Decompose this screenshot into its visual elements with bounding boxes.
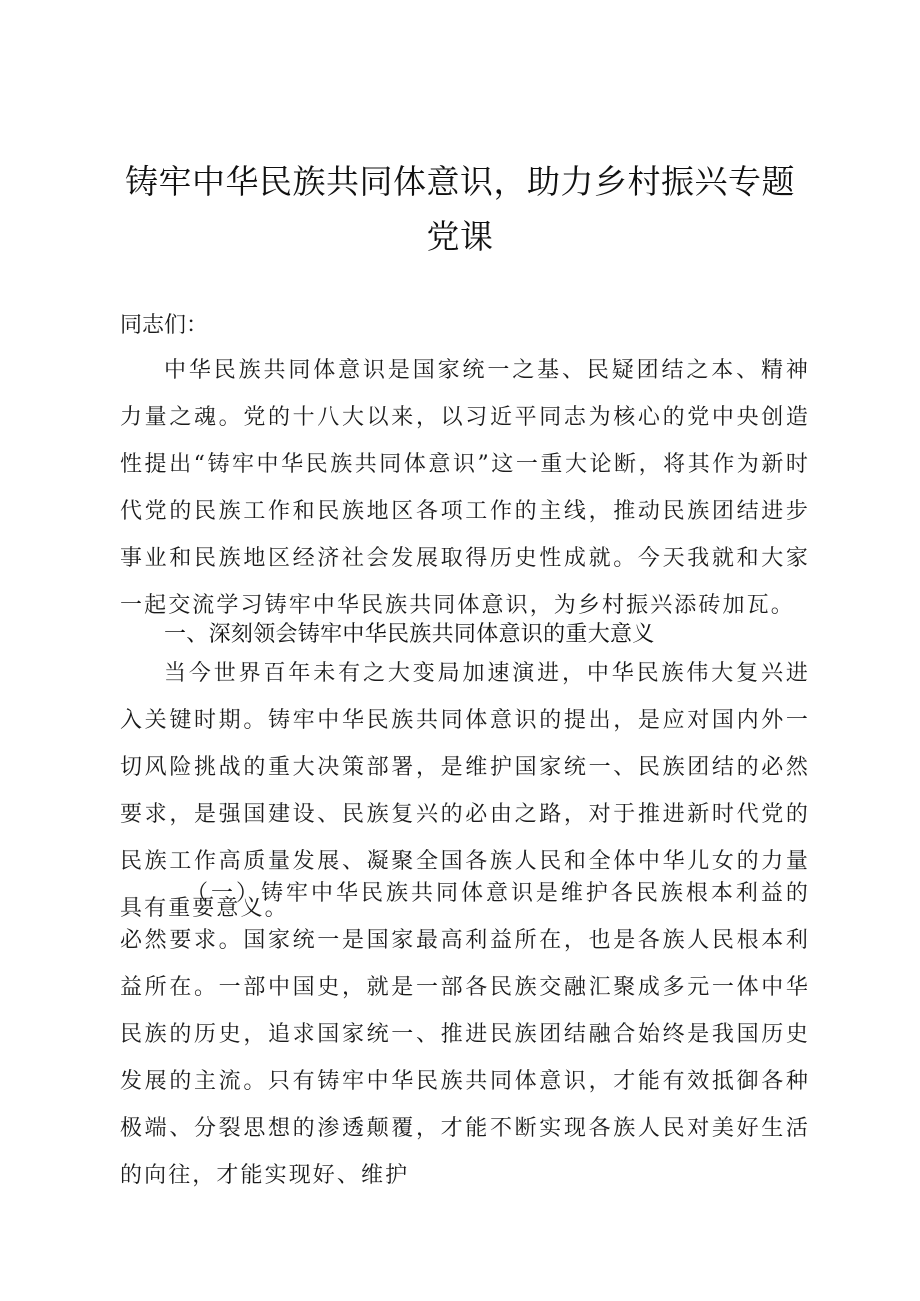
salutation: 同志们： [120, 313, 209, 338]
paragraph-subsection-1: （一）铸牢中华民族共同体意识是维护各民族根本利益的必然要求。国家统一是国家最高利益所在，也是各族人民根本利益所在。一部中国史，就是一部各民族交融汇聚成多元一体中华民族的历史，追求国家统一、推进民族团结融合始终是我国历史发展的主流。只有铸牢中华民族共同体意识，才能有效抵御各种极端、分裂思想的渗透颠覆，才能不断实现各族人民对美好生活的向往，才能实现好、维护 [120, 881, 810, 1188]
section-heading-1: 一、深刻领会铸牢中华民族共同体意识的重大意义 [164, 622, 655, 647]
document-title-line-1: 铸牢中华民族共同体意识，助力乡村振兴专题 [125, 162, 795, 201]
paragraph-section-1: 当今世界百年未有之大变局加速演进，中华民族伟大复兴进入关键时期。铸牢中华民族共同体意识的提出，是应对国内外一切风险挑战的重大决策部署，是维护国家统一、民族团结的必然要求，是强国建设、民族复兴的必由之路，对于推进新时代党的民族工作高质量发展、凝聚全国各族人民和全体中华儿女的力量具有重要意义。 [120, 661, 810, 921]
document-title-line-2: 党课 [426, 217, 494, 256]
paragraph-intro: 中华民族共同体意识是国家统一之基、民疑团结之本、精神力量之魂。党的十八大以来，以习近平同志为核心的党中央创造性提出“铸牢中华民族共同体意识”这一重大论断，将其作为新时代党的民族工作和民族地区各项工作的主线，推动民族团结进步事业和民族地区经济社会发展取得历史性成就。今天我就和大家一起交流学习铸牢中华民族共同体意识，为乡村振兴添砖加瓦。 [120, 358, 810, 618]
